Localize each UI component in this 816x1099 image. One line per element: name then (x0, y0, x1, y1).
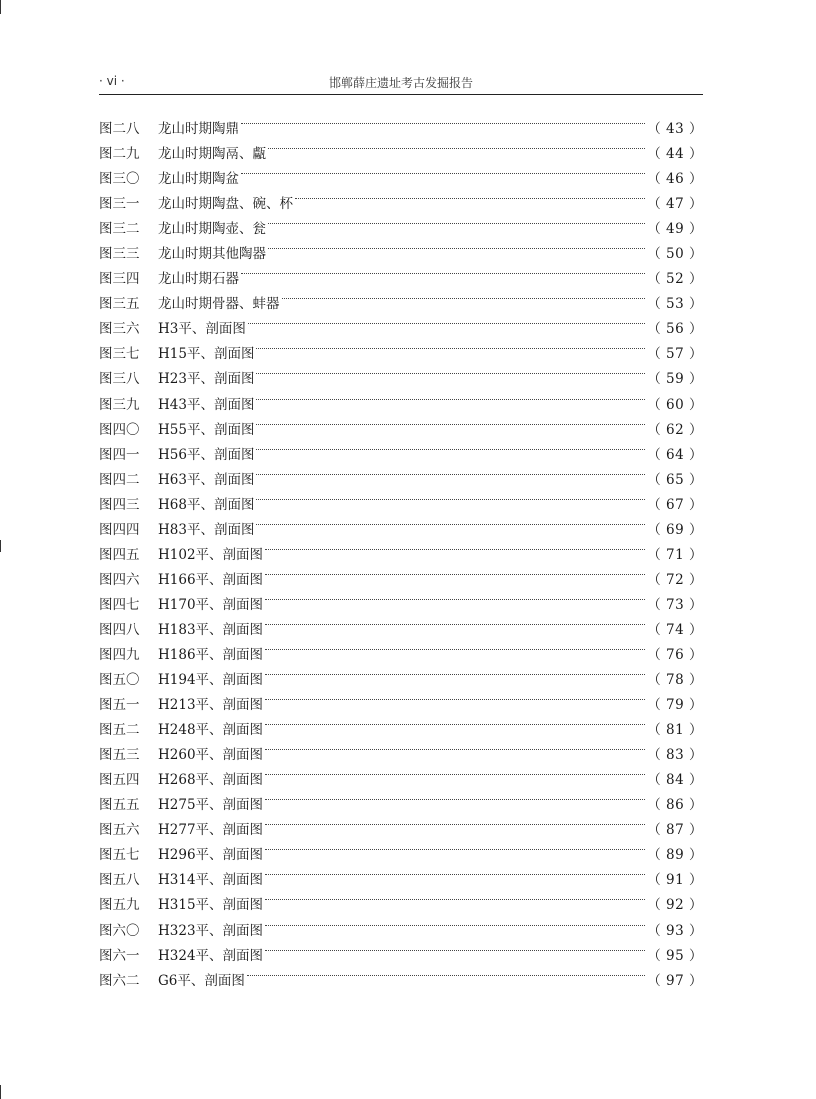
figure-number: 图三五 (99, 296, 140, 313)
figure-number: 图六一 (99, 947, 140, 964)
dot-leader (256, 434, 645, 459)
figure-number: 图五〇 (99, 672, 140, 689)
dot-leader (248, 308, 645, 333)
page-reference: （ 64 ） (647, 446, 703, 463)
dot-leader (265, 859, 645, 884)
figure-number: 图四七 (99, 596, 140, 613)
dot-leader (241, 258, 645, 283)
running-title: 邯郸薛庄遗址考古发掘报告 (328, 76, 473, 90)
dot-leader (265, 910, 645, 935)
figure-number: 图五九 (99, 897, 140, 914)
dot-leader (265, 884, 645, 909)
figure-title: H56平、剖面图 (158, 446, 255, 463)
page-reference: （ 81 ） (647, 722, 703, 739)
figure-title: H68平、剖面图 (158, 496, 255, 513)
dot-leader (241, 158, 645, 183)
figure-title: G6平、剖面图 (158, 972, 245, 989)
figure-title: H213平、剖面图 (158, 697, 264, 714)
figure-number: 图五三 (99, 747, 140, 764)
figure-title: H277平、剖面图 (158, 822, 264, 839)
figure-title: H260平、剖面图 (158, 747, 264, 764)
page-reference: （ 89 ） (647, 847, 703, 864)
figure-number: 图四二 (99, 471, 140, 488)
page-reference: （ 67 ） (647, 496, 703, 513)
figure-title: 龙山时期骨器、蚌器 (158, 296, 280, 313)
page-reference: （ 71 ） (647, 546, 703, 563)
figure-number: 图六〇 (99, 922, 140, 939)
figure-title: H63平、剖面图 (158, 471, 255, 488)
figure-title: 龙山时期陶壶、瓮 (158, 221, 266, 238)
page-reference: （ 49 ） (647, 221, 703, 238)
page-reference: （ 52 ） (647, 271, 703, 288)
figure-number: 图三〇 (99, 171, 140, 188)
figure-number: 图五五 (99, 797, 140, 814)
crop-mark-bottom (0, 1085, 1, 1099)
figure-number: 图四三 (99, 496, 140, 513)
dot-leader (256, 509, 645, 534)
figure-title: H43平、剖面图 (158, 396, 255, 413)
page-reference: （ 84 ） (647, 772, 703, 789)
dot-leader (265, 709, 645, 734)
page-reference: （ 95 ） (647, 947, 703, 964)
figure-title: H275平、剖面图 (158, 797, 264, 814)
figure-title: H324平、剖面图 (158, 947, 264, 964)
dot-leader (265, 634, 645, 659)
figure-title: 龙山时期陶盆 (158, 171, 239, 188)
figure-number: 图四八 (99, 621, 140, 638)
page-reference: （ 72 ） (647, 571, 703, 588)
dot-leader (268, 233, 645, 258)
page-reference: （ 97 ） (647, 972, 703, 989)
figure-title: H186平、剖面图 (158, 646, 264, 663)
dot-leader (265, 809, 645, 834)
figure-title: H83平、剖面图 (158, 521, 255, 538)
dot-leader (268, 133, 645, 158)
figure-number: 图三三 (99, 246, 140, 263)
page-reference: （ 76 ） (647, 646, 703, 663)
page-reference: （ 78 ） (647, 672, 703, 689)
figure-number: 图四六 (99, 571, 140, 588)
page-reference: （ 65 ） (647, 471, 703, 488)
page-reference: （ 93 ） (647, 922, 703, 939)
figure-title: H166平、剖面图 (158, 571, 264, 588)
running-header (99, 74, 703, 95)
figure-number: 图五八 (99, 872, 140, 889)
figure-number: 图五七 (99, 847, 140, 864)
crop-mark-middle (0, 540, 1, 552)
dot-leader (256, 409, 645, 434)
figure-title: 龙山时期陶鼎 (158, 121, 239, 137)
dot-leader (256, 384, 645, 409)
dot-leader (265, 935, 645, 960)
page-reference: （ 56 ） (647, 321, 703, 338)
toc-row[interactable] (99, 108, 703, 137)
figure-number: 图五一 (99, 697, 140, 714)
dot-leader (256, 459, 645, 484)
dot-leader (265, 609, 645, 634)
page-reference: （ 91 ） (647, 872, 703, 889)
page-reference: （ 53 ） (647, 296, 703, 313)
dot-leader (265, 734, 645, 759)
figure-title: 龙山时期石器 (158, 271, 239, 288)
dot-leader (295, 183, 645, 208)
figure-title: H315平、剖面图 (158, 897, 264, 914)
figure-number: 图二九 (99, 146, 140, 163)
figure-title: H323平、剖面图 (158, 922, 264, 939)
page-reference: （ 43 ） (647, 121, 703, 137)
dot-leader (265, 784, 645, 809)
dot-leader (265, 534, 645, 559)
figure-title: H248平、剖面图 (158, 722, 264, 739)
dot-leader (256, 358, 645, 383)
dot-leader (282, 283, 646, 308)
page-reference: （ 79 ） (647, 697, 703, 714)
page-reference: （ 86 ） (647, 797, 703, 814)
page-reference: （ 57 ） (647, 346, 703, 363)
page-reference: （ 50 ） (647, 246, 703, 263)
figure-title: H3平、剖面图 (158, 321, 246, 338)
figure-number: 图二八 (99, 121, 140, 137)
figure-title: H102平、剖面图 (158, 546, 264, 563)
figure-number: 图五四 (99, 772, 140, 789)
page-reference: （ 59 ） (647, 371, 703, 388)
figure-list (99, 108, 703, 989)
figure-title: H183平、剖面图 (158, 621, 264, 638)
page-reference: （ 62 ） (647, 421, 703, 438)
figure-number: 图四四 (99, 521, 140, 538)
figure-number: 图四九 (99, 646, 140, 663)
figure-title: H55平、剖面图 (158, 421, 255, 438)
figure-title: 龙山时期陶鬲、甗 (158, 146, 266, 163)
figure-number: 图四五 (99, 546, 140, 563)
dot-leader (265, 684, 645, 709)
dot-leader (247, 960, 645, 985)
figure-number: 图三九 (99, 396, 140, 413)
figure-title: 龙山时期陶盘、碗、杯 (158, 196, 293, 213)
figure-title: H15平、剖面图 (158, 346, 255, 363)
dot-leader (256, 333, 645, 358)
figure-number: 图三四 (99, 271, 140, 288)
figure-title: H268平、剖面图 (158, 772, 264, 789)
figure-title: 龙山时期其他陶器 (158, 246, 266, 263)
figure-number: 图四〇 (99, 421, 140, 438)
figure-number: 图三二 (99, 221, 140, 238)
page-reference: （ 87 ） (647, 822, 703, 839)
figure-number: 图五二 (99, 722, 140, 739)
figure-number: 图三一 (99, 196, 140, 213)
figure-number: 图三八 (99, 371, 140, 388)
page-reference: （ 46 ） (647, 171, 703, 188)
crop-mark-top (0, 0, 1, 14)
figure-number: 图六二 (99, 972, 140, 989)
page-number: · vi · (99, 74, 125, 88)
dot-leader (265, 584, 645, 609)
dot-leader (265, 834, 645, 859)
figure-title: H170平、剖面图 (158, 596, 264, 613)
figure-number: 图五六 (99, 822, 140, 839)
dot-leader (256, 484, 645, 509)
figure-number: 图三六 (99, 321, 140, 338)
figure-title: H194平、剖面图 (158, 672, 264, 689)
page-reference: （ 74 ） (647, 621, 703, 638)
page-reference: （ 69 ） (647, 521, 703, 538)
dot-leader (241, 108, 645, 133)
page-reference: （ 60 ） (647, 396, 703, 413)
page-reference: （ 73 ） (647, 596, 703, 613)
dot-leader (265, 559, 645, 584)
page-reference: （ 83 ） (647, 747, 703, 764)
figure-title: H23平、剖面图 (158, 371, 255, 388)
dot-leader (268, 208, 645, 233)
page-reference: （ 92 ） (647, 897, 703, 914)
figure-title: H296平、剖面图 (158, 847, 264, 864)
figure-number: 图四一 (99, 446, 140, 463)
page-reference: （ 47 ） (647, 196, 703, 213)
page-reference: （ 44 ） (647, 146, 703, 163)
figure-title: H314平、剖面图 (158, 872, 264, 889)
dot-leader (265, 759, 645, 784)
dot-leader (265, 659, 645, 684)
figure-number: 图三七 (99, 346, 140, 363)
